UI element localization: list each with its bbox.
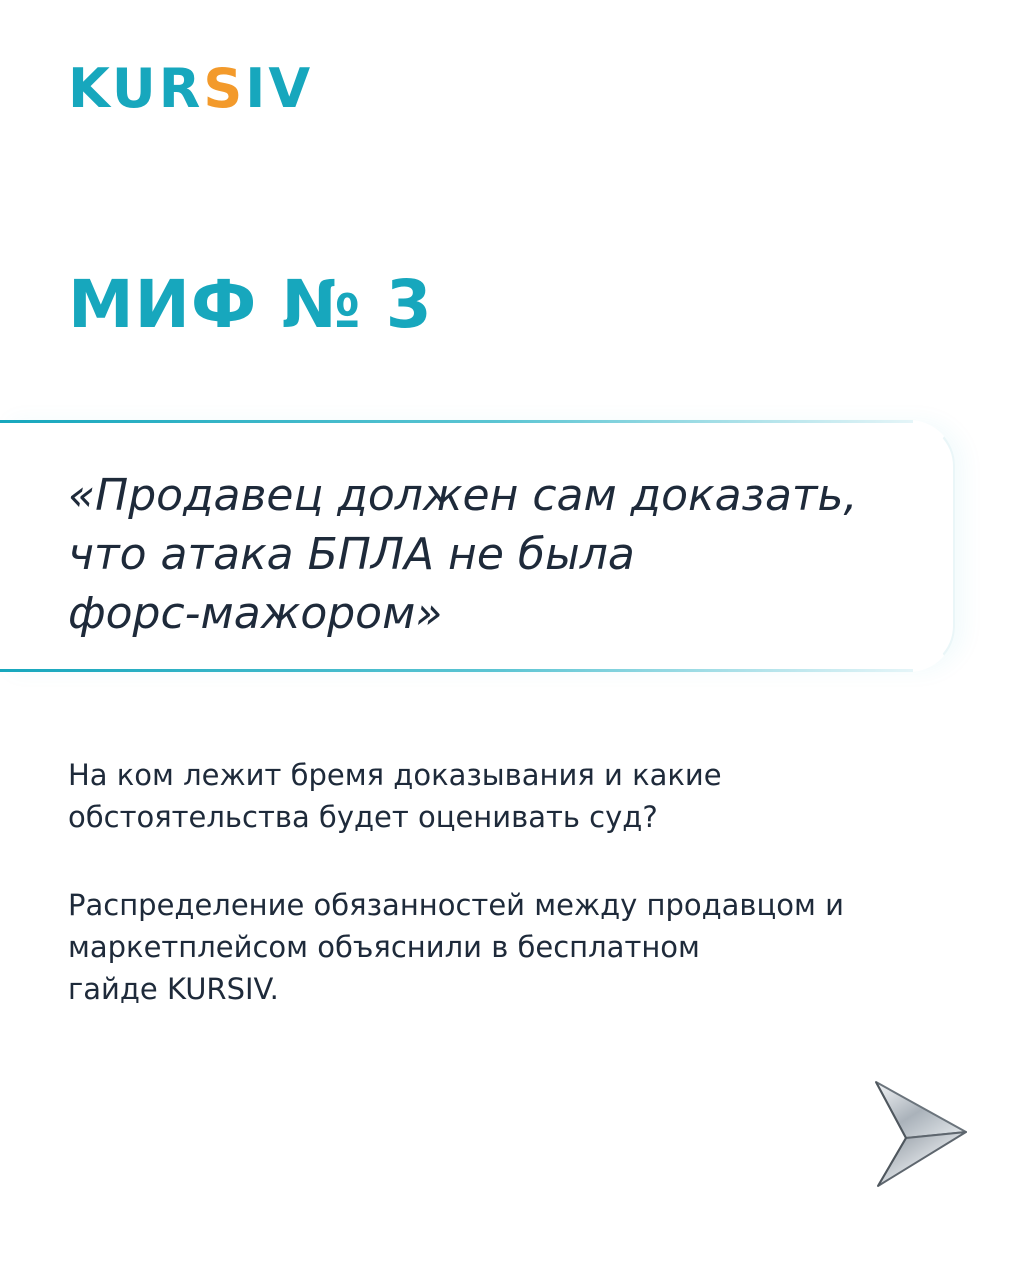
myth-title: МИФ № 3 bbox=[68, 266, 433, 343]
body-line: маркетплейсом объяснили в бесплатном bbox=[68, 930, 700, 964]
myth-quote bbox=[68, 466, 928, 643]
body-line: обстоятельства будет оценивать суд? bbox=[68, 800, 658, 834]
logo-prefix: KUR bbox=[68, 57, 204, 120]
arrow-right-icon[interactable] bbox=[870, 1078, 970, 1190]
question-paragraph bbox=[68, 754, 948, 838]
body-line: гайде KURSIV. bbox=[68, 972, 279, 1006]
body-line: На ком лежит бремя доказывания и какие bbox=[68, 758, 722, 792]
body-line: Распределение обязанностей между продавцом и bbox=[68, 888, 844, 922]
kursiv-logo bbox=[68, 57, 314, 120]
quote-line: форс-мажором» bbox=[68, 588, 443, 639]
logo-accent-letter: S bbox=[203, 57, 246, 120]
guide-paragraph bbox=[68, 884, 948, 1010]
logo-suffix: IV bbox=[245, 57, 314, 120]
quote-line: «Продавец должен сам доказать, bbox=[68, 470, 858, 521]
quote-line: что атака БПЛА не была bbox=[68, 529, 635, 580]
